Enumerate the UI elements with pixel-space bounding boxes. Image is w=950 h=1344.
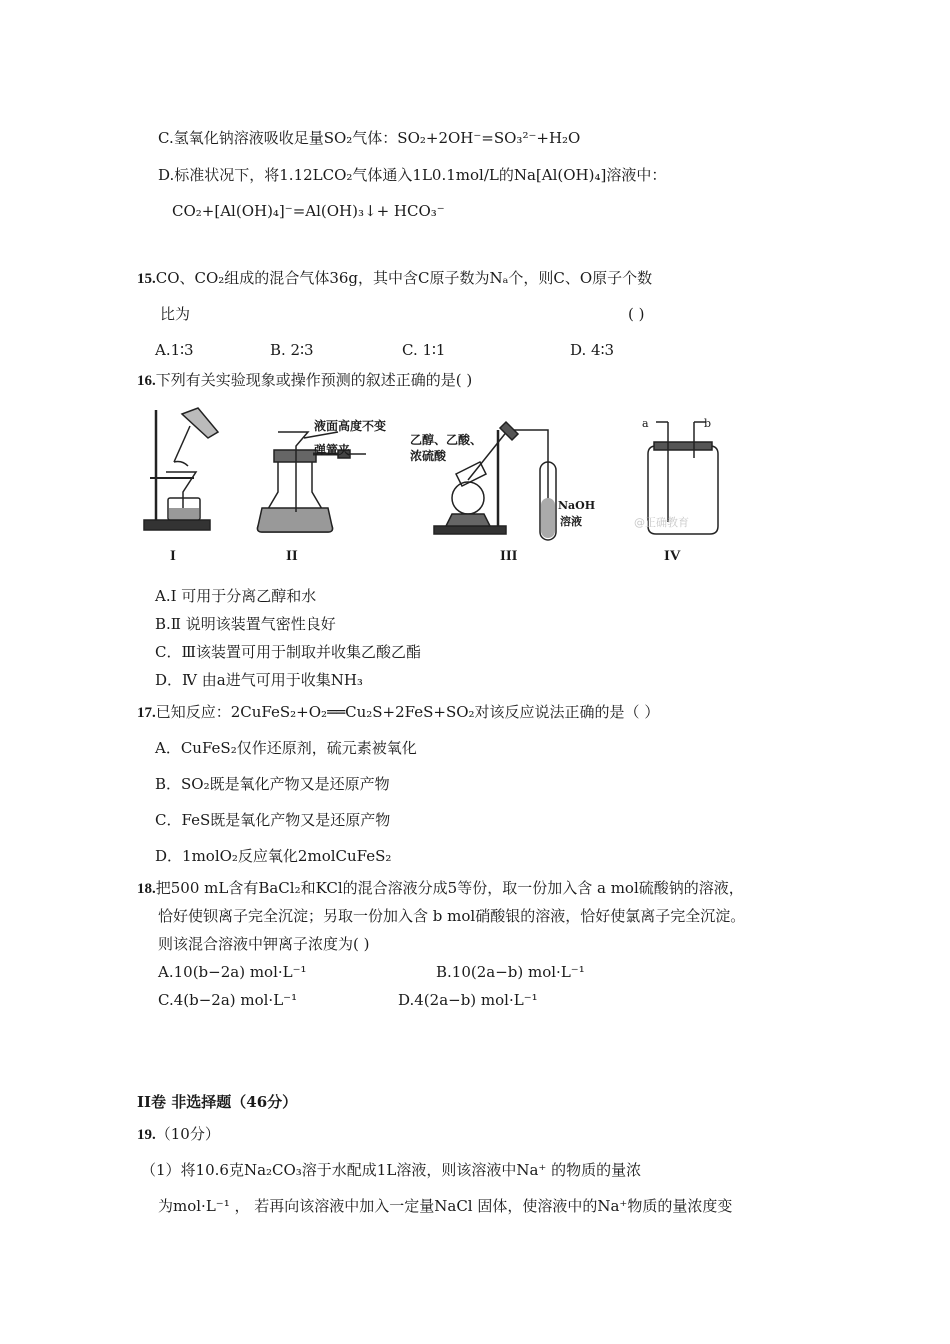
- q16-stem: 下列有关实验现象或操作预测的叙述正确的是( ): [155, 371, 473, 389]
- q18-option-d: D.4(2a−b) mol·L⁻¹: [398, 991, 538, 1009]
- q19-header: [137, 1124, 220, 1145]
- fig2-annotation-clip: 弹簧夹: [314, 443, 351, 457]
- figure-label-iii: III: [500, 548, 518, 564]
- q14-option-d-line1: D.标准状况下，将1.12LCO₂气体通入1L0.1mol/L的Na[Al(OH)₄]溶液中：: [158, 166, 667, 184]
- section-ii-title: II卷 非选择题（46分）: [137, 1093, 298, 1111]
- q15-option-a: A.1∶3: [155, 341, 194, 359]
- fig3-annotation-reagents2: 浓硫酸: [410, 449, 447, 463]
- q17-option-b: B．SO₂既是氧化产物又是还原产物: [155, 775, 390, 793]
- q15-option-d: D. 4∶3: [570, 341, 615, 359]
- q18-option-a: A.10(b−2a) mol·L⁻¹: [158, 963, 307, 981]
- q15-stem-line: [137, 268, 652, 289]
- fig3-annotation-solution: 溶液: [560, 515, 582, 528]
- q15-stem-cont: 比为: [160, 305, 191, 323]
- q15-option-b: B. 2∶3: [270, 341, 314, 359]
- q14-option-d-line2: CO₂+[Al(OH)₄]⁻=Al(OH)₃↓+ HCO₃⁻: [172, 202, 445, 220]
- q15-answer-paren: ( ): [628, 305, 645, 323]
- q18-stem-line3: 则该混合溶液中钾离子浓度为( ): [158, 935, 370, 953]
- watermark: @正确教育: [634, 516, 689, 529]
- q15-option-c: C. 1∶1: [402, 341, 446, 359]
- q17-number: 17.: [137, 705, 156, 721]
- q19-part1-line1: （1）将10.6克Na₂CO₃溶于水配成1L溶液，则该溶液中Na⁺ 的物质的量浓: [141, 1161, 642, 1179]
- q18-stem-line1: [137, 878, 744, 899]
- fig3-annotation-naoh: NaOH: [558, 499, 596, 512]
- q15-number: 15.: [137, 271, 156, 287]
- q16-number: 16.: [137, 373, 156, 389]
- q16-option-a: A.Ⅰ 可用于分离乙醇和水: [155, 587, 317, 605]
- q18-option-c: C.4(b−2a) mol·L⁻¹: [158, 991, 298, 1009]
- apparatus-i-filtration: [144, 408, 218, 530]
- q16-option-c: C．Ⅲ该装置可用于制取并收集乙酸乙酯: [155, 643, 421, 661]
- fig2-annotation-level: 液面高度不变: [314, 419, 387, 433]
- q16-stem-line: [137, 370, 472, 391]
- figure-label-iv: IV: [664, 548, 681, 564]
- q17-stem-line: [137, 702, 659, 723]
- q17-stem: 已知反应：2CuFeS₂+O₂══Cu₂S+2FeS+SO₂对该反应说法正确的是（ ）: [155, 703, 660, 721]
- apparatus-figure: [138, 402, 738, 582]
- q18-number: 18.: [137, 881, 156, 897]
- q19-number: 19.: [137, 1127, 156, 1143]
- q18-option-b: B.10(2a−b) mol·L⁻¹: [436, 963, 585, 981]
- q18-stem1: 把500 mL含有BaCl₂和KCl的混合溶液分成5等份，取一份加入含 a mol硫酸钠的溶液，: [155, 879, 744, 897]
- figure-label-ii: II: [286, 548, 298, 564]
- q15-stem: CO、CO₂组成的混合气体36g，其中含C原子数为Nₐ个，则C、O原子个数: [155, 269, 653, 287]
- q16-option-b: B.Ⅱ 说明该装置气密性良好: [155, 615, 336, 633]
- q18-stem-line2: 恰好使钡离子完全沉淀；另取一份加入含 b mol硝酸银的溶液，恰好使氯离子完全沉淀。: [158, 907, 746, 925]
- q19-score: （10分）: [155, 1125, 220, 1143]
- fig4-annotation-b: b: [704, 417, 712, 430]
- q19-part1-line2: 为mol·L⁻¹ ， 若再向该溶液中加入一定量NaCl 固体，使溶液中的Na⁺物质的量浓度变: [158, 1197, 733, 1215]
- fig3-annotation-reagents1: 乙醇、乙酸、: [410, 433, 483, 447]
- q14-option-c: C.氢氧化钠溶液吸收足量SO₂气体：SO₂+2OH⁻=SO₃²⁻+H₂O: [158, 129, 581, 147]
- q16-option-d: D．Ⅳ 由a进气可用于收集NH₃: [155, 671, 363, 689]
- q17-option-c: C．FeS既是氧化产物又是还原产物: [155, 811, 391, 829]
- q17-option-a: A．CuFeS₂仅作还原剂，硫元素被氧化: [155, 739, 417, 757]
- figure-label-i: I: [170, 548, 176, 564]
- q17-option-d: D．1molO₂反应氧化2molCuFeS₂: [155, 847, 392, 865]
- fig4-annotation-a: a: [642, 417, 649, 430]
